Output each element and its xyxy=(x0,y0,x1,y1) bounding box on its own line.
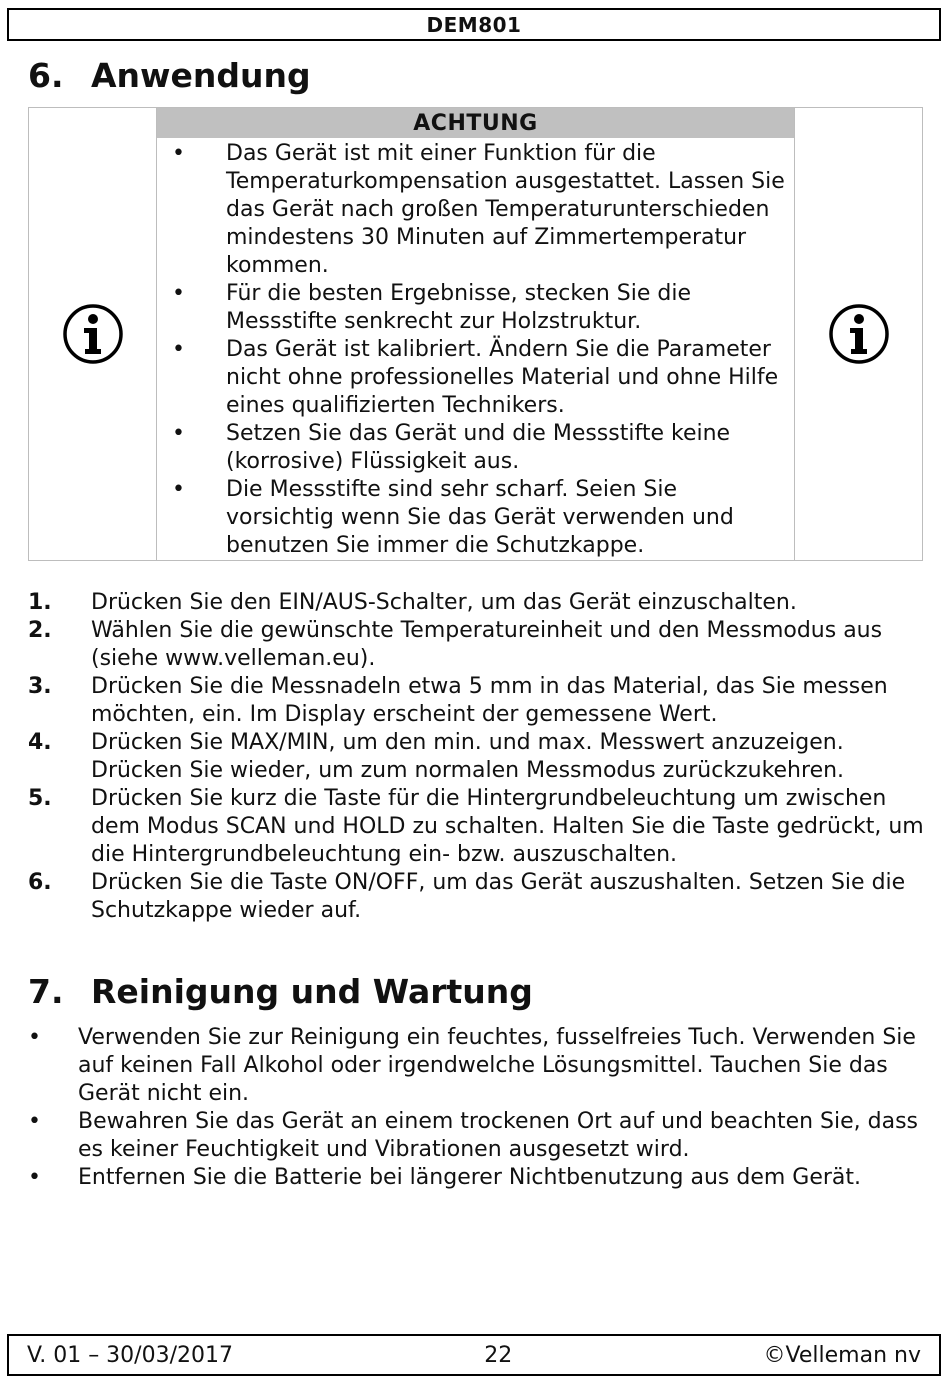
warning-item: • Das Gerät ist mit einer Funktion für die Temperaturkompensation ausgestattet. Lassen Sie das Gerät nach großen Temperaturunterschieden mindestens 30 Minuten auf Zimmertemperatur kommen. xyxy=(157,140,794,280)
warning-table xyxy=(28,107,923,561)
section-6-heading: Anwendung xyxy=(91,56,311,95)
info-icon xyxy=(62,303,124,365)
step-item xyxy=(28,729,928,785)
usage-steps-list xyxy=(28,589,928,925)
section-7-title xyxy=(28,972,533,1011)
warning-item: • Die Messstifte sind sehr scharf. Seien Sie vorsichtig wenn Sie das Gerät verwenden und benutzen Sie immer die Schutzkappe. xyxy=(157,476,794,560)
footer-page-number: 22 xyxy=(484,1342,513,1368)
maintenance-list xyxy=(28,1024,928,1192)
info-icon xyxy=(828,303,890,365)
step-text: Drücken Sie die Taste ON/OFF, um das Gerät auszushalten. Setzen Sie die Schutzkappe wieder auf. xyxy=(91,870,906,923)
step-item xyxy=(28,617,928,673)
warning-heading: ACHTUNG xyxy=(157,108,794,138)
step-item xyxy=(28,869,928,925)
warning-list xyxy=(157,138,794,560)
step-item xyxy=(28,785,928,869)
model-name: DEM801 xyxy=(426,12,522,37)
footer-copyright: ©Velleman nv xyxy=(763,1342,921,1368)
step-item xyxy=(28,589,928,617)
warning-item: • Setzen Sie das Gerät und die Messstifte keine (korrosive) Flüssigkeit aus. xyxy=(157,420,794,476)
step-number: 1. xyxy=(28,590,52,615)
step-number: 3. xyxy=(28,674,52,699)
warning-left-icon-cell xyxy=(29,108,157,560)
maintenance-item: • Verwenden Sie zur Reinigung ein feuchtes, fusselfreies Tuch. Verwenden Sie auf keinen Fall Alkohol oder irgendwelche Lösungsmittel. Tauchen Sie das Gerät nicht ein. xyxy=(28,1024,928,1108)
maintenance-item: • Bewahren Sie das Gerät an einem trockenen Ort auf und beachten Sie, dass es keiner Feuchtigkeit und Vibrationen ausgesetzt wird. xyxy=(28,1108,928,1164)
document-header xyxy=(7,8,941,41)
step-text: Drücken Sie die Messnadeln etwa 5 mm in das Material, das Sie messen möchten, ein. Im Display erscheint der gemessene Wert. xyxy=(91,674,888,727)
step-number: 6. xyxy=(28,870,52,895)
section-7-number: 7. xyxy=(28,972,64,1011)
section-6-title xyxy=(28,56,311,95)
step-text: Drücken Sie kurz die Taste für die Hintergrundbeleuchtung um zwischen dem Modus SCAN und HOLD zu schalten. Halten Sie die Taste gedrückt, um die Hintergrundbeleuchtung ein- bzw. auszuschalten. xyxy=(91,786,924,867)
warning-item: • Das Gerät ist kalibriert. Ändern Sie die Parameter nicht ohne professionelles Material und ohne Hilfe eines qualifizierten Technikers. xyxy=(157,336,794,420)
step-item xyxy=(28,673,928,729)
step-number: 5. xyxy=(28,786,52,811)
section-7-heading: Reinigung und Wartung xyxy=(91,972,533,1011)
warning-content-cell xyxy=(157,108,794,560)
warning-right-icon-cell xyxy=(794,108,922,560)
maintenance-item: • Entfernen Sie die Batterie bei längerer Nichtbenutzung aus dem Gerät. xyxy=(28,1164,928,1192)
step-number: 4. xyxy=(28,730,52,755)
document-footer xyxy=(7,1334,941,1376)
warning-item: • Für die besten Ergebnisse, stecken Sie die Messstifte senkrecht zur Holzstruktur. xyxy=(157,280,794,336)
step-number: 2. xyxy=(28,618,52,643)
footer-version: V. 01 – 30/03/2017 xyxy=(27,1342,233,1368)
step-text: Wählen Sie die gewünschte Temperatureinheit und den Messmodus aus (siehe www.velleman.eu). xyxy=(91,618,883,671)
step-text: Drücken Sie MAX/MIN, um den min. und max. Messwert anzuzeigen. Drücken Sie wieder, um zum normalen Messmodus zurückzukehren. xyxy=(91,730,845,783)
step-text: Drücken Sie den EIN/AUS-Schalter, um das Gerät einzuschalten. xyxy=(91,590,797,615)
section-6-number: 6. xyxy=(28,56,64,95)
